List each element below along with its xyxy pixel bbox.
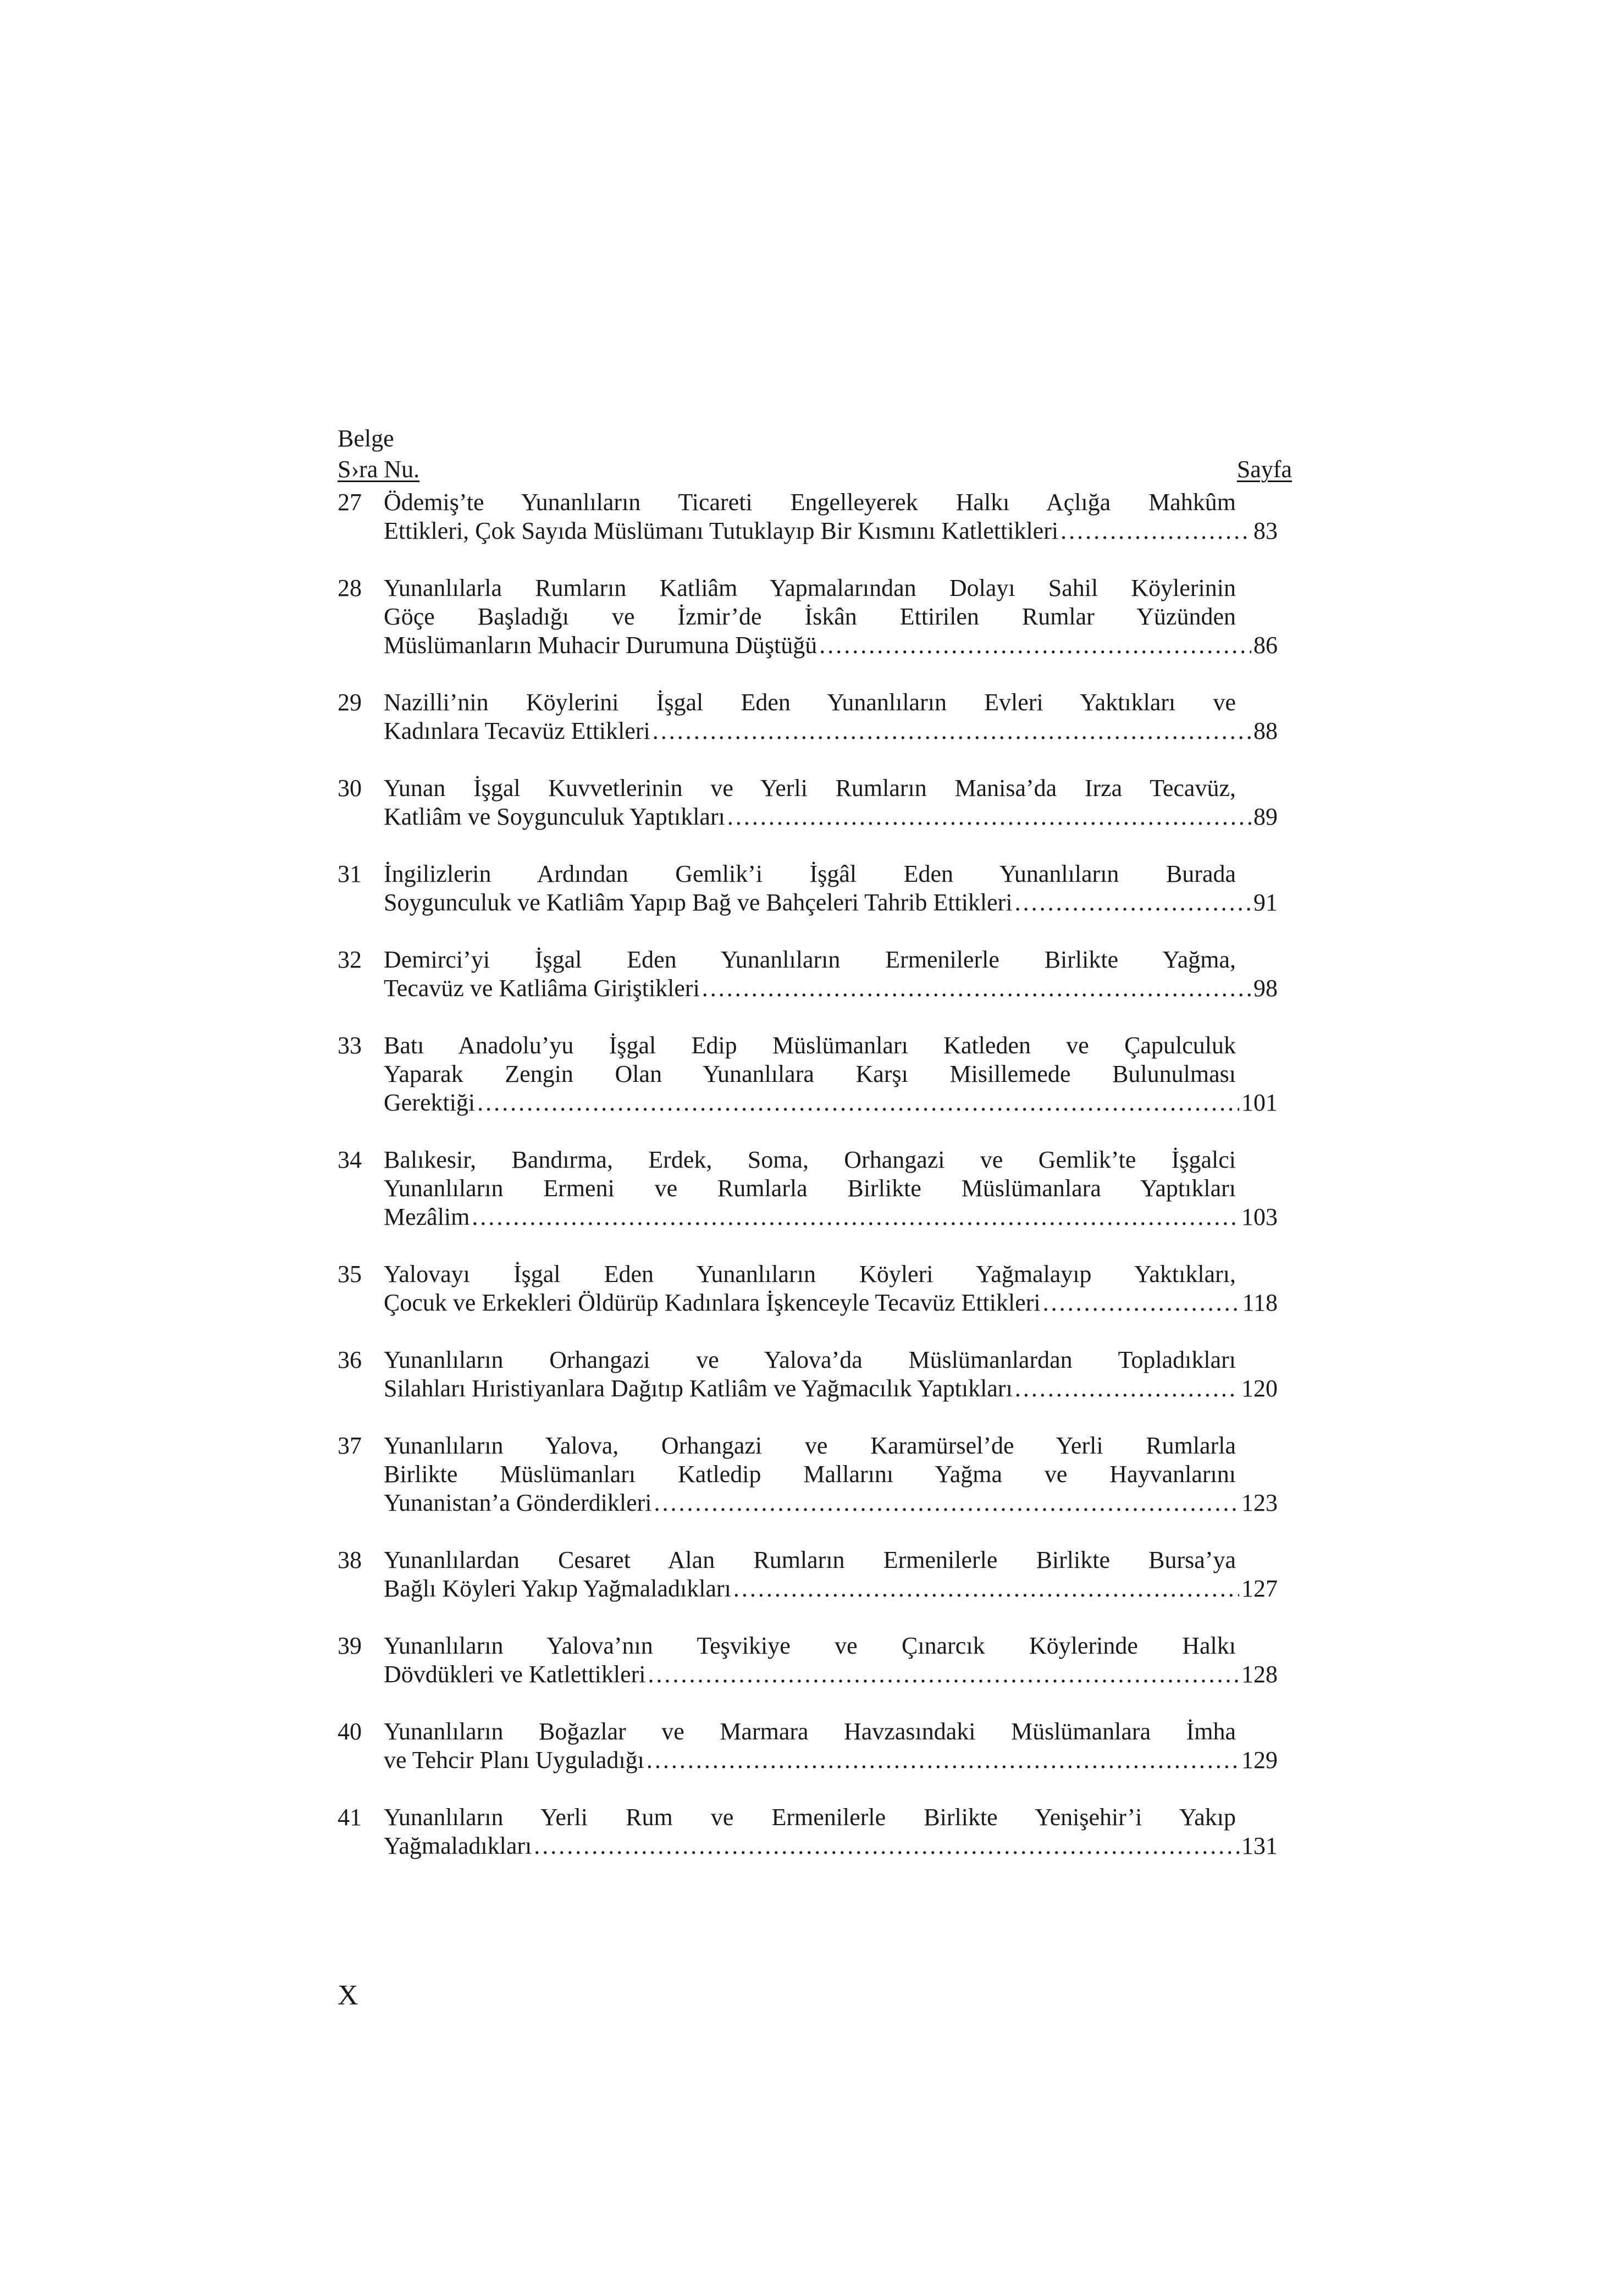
toc-entry bbox=[338, 1031, 1278, 1117]
entry-title bbox=[384, 1546, 1278, 1603]
entry-title-last-line bbox=[384, 803, 1278, 831]
entry-number: 39 bbox=[338, 1632, 362, 1659]
column-header-sira-nu: S›ra Nu. bbox=[338, 456, 420, 483]
dot-leader bbox=[1015, 1374, 1239, 1403]
entry-page-number: 86 bbox=[1253, 632, 1278, 659]
entry-title-last-line bbox=[384, 1746, 1278, 1775]
dot-leader bbox=[647, 1746, 1239, 1775]
entry-title bbox=[384, 1717, 1278, 1775]
entry-title-line: Yağmaladıkları bbox=[384, 1832, 532, 1859]
entry-title bbox=[384, 1803, 1278, 1860]
dot-leader bbox=[819, 631, 1251, 660]
entry-title-line: Demirci’yi İşgal Eden Yunanlıların Ermenilerle Birlikte Yağma, bbox=[384, 946, 1236, 973]
entry-title-line: Yunanlılarla Rumların Katliâm Yapmalarından Dolayı Sahil Köylerinin bbox=[384, 574, 1236, 601]
entry-title-line: Katliâm ve Soygunculuk Yaptıkları bbox=[384, 803, 725, 830]
entry-number: 41 bbox=[338, 1804, 362, 1831]
dot-leader bbox=[534, 1832, 1239, 1860]
entry-title-last-line bbox=[384, 517, 1278, 545]
dot-leader bbox=[1060, 517, 1251, 545]
dot-leader bbox=[653, 717, 1251, 745]
entry-number: 30 bbox=[338, 775, 362, 802]
entry-title bbox=[384, 688, 1278, 745]
entry-number: 34 bbox=[338, 1146, 362, 1173]
entry-title-last-line bbox=[384, 1660, 1278, 1689]
entry-title-line: Nazilli’nin Köylerini İşgal Eden Yunanlıların Evleri Yaktıkları ve bbox=[384, 689, 1236, 716]
entry-page-number: 131 bbox=[1241, 1832, 1278, 1859]
entry-title-line: Çocuk ve Erkekleri Öldürüp Kadınlara İşkenceyle Tecavüz Ettikleri bbox=[384, 1289, 1041, 1316]
entry-page-number: 120 bbox=[1241, 1375, 1278, 1402]
entry-title-last-line bbox=[384, 974, 1278, 1003]
entry-number: 36 bbox=[338, 1346, 362, 1373]
entry-title bbox=[384, 1632, 1278, 1689]
entry-title-last-line bbox=[384, 888, 1278, 917]
entry-title-line: Yunan İşgal Kuvvetlerinin ve Yerli Rumların Manisa’da Irza Tecavüz, bbox=[384, 775, 1236, 802]
entry-title-line: Müslümanların Muhacir Durumuna Düştüğü bbox=[384, 632, 817, 659]
entry-title-line: Yunanlıların Boğazlar ve Marmara Havzasındaki Müslümanlara İmha bbox=[384, 1718, 1236, 1745]
entry-number: 35 bbox=[338, 1261, 362, 1288]
dot-leader bbox=[702, 974, 1251, 1003]
entry-title bbox=[384, 1346, 1278, 1403]
entry-number: 32 bbox=[338, 946, 362, 973]
entry-title-line: Yalovayı İşgal Eden Yunanlıların Köyleri Yağmalayıp Yaktıkları, bbox=[384, 1261, 1236, 1288]
toc-entry bbox=[338, 488, 1278, 545]
toc-entries bbox=[338, 488, 1278, 1889]
entry-title-last-line bbox=[384, 1089, 1278, 1117]
dot-leader bbox=[1015, 888, 1251, 917]
entry-number: 37 bbox=[338, 1432, 362, 1459]
entry-title-line: Yunanistan’a Gönderdikleri bbox=[384, 1489, 652, 1516]
toc-entry bbox=[338, 1717, 1278, 1775]
entry-title-last-line bbox=[384, 631, 1278, 660]
entry-title bbox=[384, 1260, 1278, 1317]
entry-title-last-line bbox=[384, 1574, 1278, 1603]
entry-title bbox=[384, 574, 1278, 660]
entry-page-number: 118 bbox=[1242, 1289, 1278, 1316]
entry-number: 28 bbox=[338, 574, 362, 601]
dot-leader bbox=[654, 1489, 1239, 1517]
entry-number: 40 bbox=[338, 1718, 362, 1745]
dot-leader bbox=[472, 1203, 1239, 1231]
entry-title-line: Yunanlıların Yalova, Orhangazi ve Karamürsel’de Yerli Rumlarla bbox=[384, 1432, 1236, 1459]
dot-leader bbox=[733, 1574, 1239, 1603]
toc-entry bbox=[338, 774, 1278, 831]
entry-page-number: 103 bbox=[1241, 1203, 1278, 1230]
toc-entry bbox=[338, 1803, 1278, 1860]
entry-title-line: Batı Anadolu’yu İşgal Edip Müslümanları Katleden ve Çapulculuk bbox=[384, 1032, 1236, 1059]
entry-title bbox=[384, 774, 1278, 831]
entry-title bbox=[384, 1432, 1278, 1517]
entry-title-last-line bbox=[384, 1289, 1278, 1317]
entry-title-line: Kadınlara Tecavüz Ettikleri bbox=[384, 717, 650, 744]
entry-title bbox=[384, 860, 1278, 917]
entry-title-line: Ettikleri, Çok Sayıda Müslümanı Tutuklayıp Bir Kısmını Katlettikleri bbox=[384, 517, 1059, 544]
toc-entry bbox=[338, 1432, 1278, 1517]
entry-page-number: 129 bbox=[1241, 1747, 1278, 1773]
dot-leader bbox=[477, 1089, 1239, 1117]
entry-page-number: 128 bbox=[1241, 1661, 1278, 1688]
entry-page-number: 91 bbox=[1253, 889, 1278, 916]
entry-title-line: Mezâlim bbox=[384, 1203, 470, 1230]
entry-title-line: Tecavüz ve Katliâma Giriştikleri bbox=[384, 975, 700, 1002]
entry-title-line: Yunanlılardan Cesaret Alan Rumların Ermenilerle Birlikte Bursa’ya bbox=[384, 1546, 1236, 1573]
entry-title-last-line bbox=[384, 717, 1278, 745]
entry-page-number: 83 bbox=[1253, 517, 1278, 544]
page-number: X bbox=[338, 1980, 358, 2011]
toc-entry bbox=[338, 1546, 1278, 1603]
entry-title-line: Yaparak Zengin Olan Yunanlılara Karşı Misillemede Bulunulması bbox=[384, 1060, 1236, 1087]
entry-title-line: Bağlı Köyleri Yakıp Yağmaladıkları bbox=[384, 1575, 731, 1602]
entry-title-line: Yunanlıların Ermeni ve Rumlarla Birlikte Müslümanlara Yaptıkları bbox=[384, 1175, 1236, 1202]
entry-page-number: 127 bbox=[1241, 1575, 1278, 1602]
column-header-sayfa: Sayfa bbox=[1236, 456, 1292, 483]
entry-title-line: Dövdükleri ve Katlettikleri bbox=[384, 1661, 646, 1688]
entry-title bbox=[384, 946, 1278, 1003]
entry-title-line: ve Tehcir Planı Uyguladığı bbox=[384, 1747, 644, 1773]
entry-title-line: Balıkesir, Bandırma, Erdek, Soma, Orhangazi ve Gemlik’te İşgalci bbox=[384, 1146, 1236, 1173]
entry-page-number: 98 bbox=[1253, 975, 1278, 1002]
entry-page-number: 101 bbox=[1241, 1089, 1278, 1116]
toc-entry bbox=[338, 946, 1278, 1003]
entry-title-last-line bbox=[384, 1374, 1278, 1403]
entry-title-line: Yunanlıların Yerli Rum ve Ermenilerle Birlikte Yenişehir’i Yakıp bbox=[384, 1804, 1236, 1831]
dot-leader bbox=[1043, 1289, 1240, 1317]
toc-entry bbox=[338, 860, 1278, 917]
entry-page-number: 123 bbox=[1241, 1489, 1278, 1516]
entry-page-number: 89 bbox=[1253, 803, 1278, 830]
entry-number: 38 bbox=[338, 1546, 362, 1573]
entry-title bbox=[384, 488, 1278, 545]
entry-number: 33 bbox=[338, 1032, 362, 1059]
toc-entry bbox=[338, 1146, 1278, 1231]
entry-number: 27 bbox=[338, 489, 362, 516]
entry-number: 31 bbox=[338, 860, 362, 887]
entry-number: 29 bbox=[338, 689, 362, 716]
entry-title bbox=[384, 1031, 1278, 1117]
entry-title-line: Gerektiği bbox=[384, 1089, 476, 1116]
entry-page-number: 88 bbox=[1253, 717, 1278, 744]
entry-title-line: Ödemiş’te Yunanlıların Ticareti Engelleyerek Halkı Açlığa Mahkûm bbox=[384, 489, 1236, 516]
entry-title-line: Silahları Hıristiyanlara Dağıtıp Katliâm ve Yağmacılık Yaptıkları bbox=[384, 1375, 1013, 1402]
dot-leader bbox=[727, 803, 1251, 831]
entry-title-line: Birlikte Müslümanları Katledip Mallarını Yağma ve Hayvanlarını bbox=[384, 1461, 1236, 1488]
entry-title-last-line bbox=[384, 1832, 1278, 1860]
entry-title-line: Göçe Başladığı ve İzmir’de İskân Ettirilen Rumlar Yüzünden bbox=[384, 603, 1236, 630]
column-header-belge: Belge bbox=[338, 425, 394, 452]
toc-entry bbox=[338, 1260, 1278, 1317]
entry-title bbox=[384, 1146, 1278, 1231]
entry-title-last-line bbox=[384, 1203, 1278, 1231]
dot-leader bbox=[648, 1660, 1239, 1689]
entry-title-line: Yunanlıların Yalova’nın Teşvikiye ve Çınarcık Köylerinde Halkı bbox=[384, 1632, 1236, 1659]
entry-title-line: Yunanlıların Orhangazi ve Yalova’da Müslümanlardan Topladıkları bbox=[384, 1346, 1236, 1373]
toc-entry bbox=[338, 688, 1278, 745]
toc-entry bbox=[338, 574, 1278, 660]
entry-title-line: Soygunculuk ve Katliâm Yapıp Bağ ve Bahçeleri Tahrib Ettikleri bbox=[384, 889, 1013, 916]
toc-entry bbox=[338, 1346, 1278, 1403]
toc-entry bbox=[338, 1632, 1278, 1689]
entry-title-last-line bbox=[384, 1489, 1278, 1517]
entry-title-line: İngilizlerin Ardından Gemlik’i İşgâl Eden Yunanlıların Burada bbox=[384, 860, 1236, 887]
